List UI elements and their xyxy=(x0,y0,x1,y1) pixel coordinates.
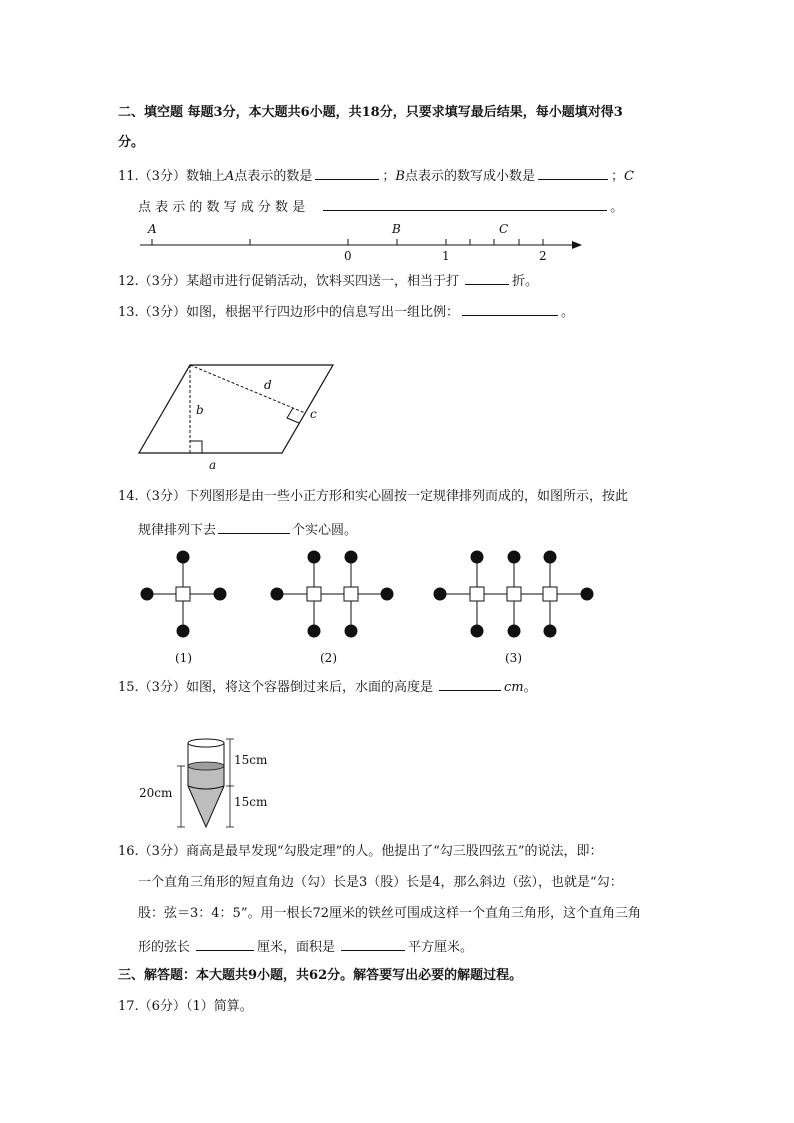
q13-end: 。 xyxy=(560,305,574,320)
q16-blank-hyp[interactable] xyxy=(196,936,254,951)
dim-total-label: 20cm xyxy=(139,786,173,800)
q16-text4b: 厘米，面积是 xyxy=(257,940,336,955)
q15-number: 15.（3分） xyxy=(118,680,186,695)
q12-end: 折。 xyxy=(511,274,538,289)
axis-label-b: B xyxy=(392,222,401,236)
q11-text4: 点 表 示 的 数 写 成 分 数 是 xyxy=(138,200,306,215)
container-top xyxy=(188,739,224,747)
q11-end: 。 xyxy=(610,200,624,215)
label-c: c xyxy=(310,407,317,421)
q11-var-a: A xyxy=(224,169,235,184)
q11-number: 11.（3分） xyxy=(118,169,186,184)
label-a: a xyxy=(209,458,217,472)
label-d: d xyxy=(264,378,272,392)
q14-number: 14.（3分） xyxy=(118,489,186,504)
axis-label-c: C xyxy=(499,222,509,236)
pattern-label-1: (1) xyxy=(175,651,192,665)
q16-line4 xyxy=(138,936,473,957)
q15-unit: cm xyxy=(503,680,524,695)
q13-text: 如图，根据平行四边形中的信息写出一组比例： xyxy=(185,305,459,320)
axis-label-a: A xyxy=(148,222,157,236)
dim-top-label: 15cm xyxy=(234,753,268,767)
q11-text3: 点表示的数写成小数是 xyxy=(404,169,535,184)
q13-number: 13.（3分） xyxy=(118,305,186,320)
q15-text: 如图，将这个容器倒过来后，水面的高度是 xyxy=(185,680,433,695)
water-surface xyxy=(188,762,224,770)
q16-text4c: 平方厘米。 xyxy=(408,940,474,955)
q16-line3: 股：弦＝3：4：5”。用一根长72厘米的铁丝可围成这样一个直角三角形，这个直角三角 xyxy=(138,906,642,921)
q17-line xyxy=(118,998,253,1016)
q12-number: 12.（3分） xyxy=(118,274,186,289)
pattern-label-2: (2) xyxy=(320,651,337,665)
q16-line2: 一个直角三角形的短直角边（勾）长是3（股）长是4，那么斜边（弦），也就是“勾： xyxy=(138,875,623,890)
q14-end: 个实心圆。 xyxy=(292,523,358,538)
dim-bottom-label: 15cm xyxy=(234,795,268,809)
q16-text4a: 形的弦长 xyxy=(138,940,191,955)
pattern-label-3: (3) xyxy=(505,651,522,665)
q12-text: 某超市进行促销活动，饮料买四送一，相当于打 xyxy=(185,274,459,289)
q15-end: 。 xyxy=(523,680,537,695)
q11-text1: 数轴上 xyxy=(185,169,225,184)
q16-number: 16.（3分） xyxy=(118,844,186,859)
q17-number: 17.（6分） xyxy=(118,999,186,1014)
section2-heading-line2: 分。 xyxy=(118,135,145,150)
q14-text1: 下列图形是由一些小正方形和实心圆按一定规律排列而成的，如图所示，按此 xyxy=(185,489,628,504)
q17-text: （1）简算。 xyxy=(185,999,253,1014)
section2-heading-line1: 二、填空题 每题3分，本大题共6小题，共18分，只要求填写最后结果，每小题填对得3 xyxy=(118,105,623,120)
q11-sep1: ； xyxy=(382,169,396,184)
q14-text2: 规律排列下去 xyxy=(138,523,217,538)
q11-sep2: ； xyxy=(610,169,624,184)
q16-blank-area[interactable] xyxy=(341,936,405,951)
axis-tick-1: 1 xyxy=(442,249,450,263)
q16-text1: 商高是最早发现“勾股定理”的人。他提出了“勾三股四弦五”的说法，即： xyxy=(185,844,603,859)
q11-text2: 点表示的数是 xyxy=(234,169,313,184)
q16-line1 xyxy=(118,843,603,861)
axis-tick-0: 0 xyxy=(344,249,352,263)
q11-var-b: B xyxy=(395,169,405,184)
water-fill xyxy=(188,766,224,827)
section3-heading: 三、解答题：本大题共9小题，共62分。解答要写出必要的解题过程。 xyxy=(118,968,523,983)
label-b: b xyxy=(196,403,204,417)
q11-var-c: C xyxy=(623,169,634,184)
axis-tick-2: 2 xyxy=(539,249,547,263)
